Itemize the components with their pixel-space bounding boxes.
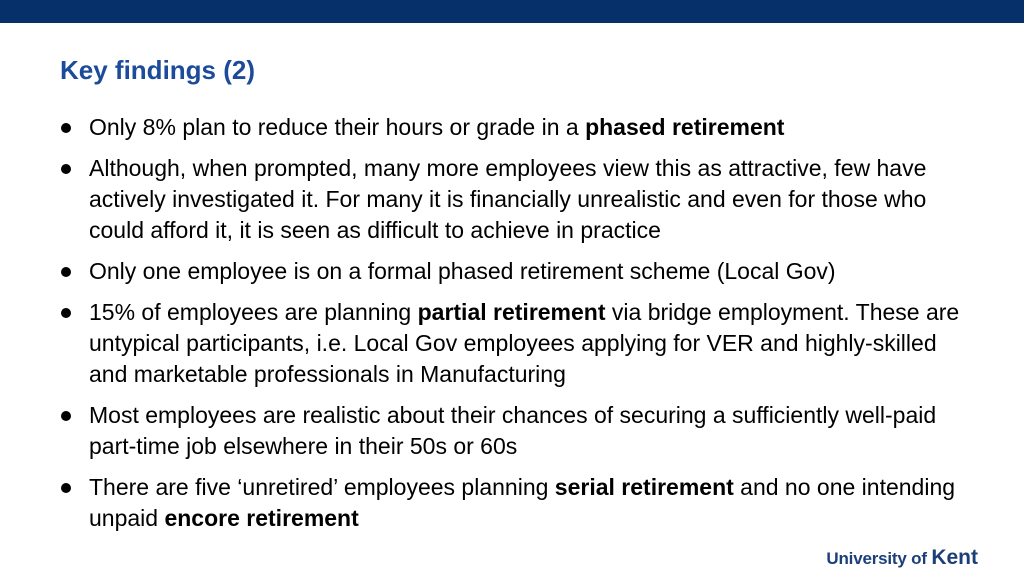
- top-banner: [0, 0, 1024, 23]
- slide-title: Key findings (2): [60, 55, 256, 85]
- bullet-emphasis: encore retirement: [164, 505, 359, 531]
- bullet-emphasis: serial retirement: [554, 474, 734, 500]
- bullet-text: Only one employee is on a formal phased retirement scheme (Local Gov): [89, 258, 836, 284]
- logo-prefix: University of: [826, 549, 932, 568]
- bullet-text: and no one intending unpaid: [89, 474, 956, 531]
- bullet-emphasis: partial retirement: [417, 299, 606, 325]
- bullet-text: via bridge employment. These are untypical participants, i.e. Local Gov employees applying for VER and highly-skilled and marketable professionals in Manufacturing: [89, 299, 960, 387]
- bullet-text: Although, when prompted, many more employees view this as attractive, few have actively investigated it. For many it is financially unrealistic and even for those who could afford it, it is seen as difficult to achieve in practice: [89, 155, 927, 243]
- bullet-dot-icon: [61, 164, 71, 174]
- bullet-dot-icon: [61, 123, 71, 133]
- bullet-item: [60, 400, 980, 462]
- bullet-text: Only 8% plan to reduce their hours or grade in a: [89, 114, 586, 140]
- bullet-list: [60, 112, 980, 544]
- bullet-dot-icon: [61, 267, 71, 277]
- university-logo: [826, 546, 978, 570]
- bullet-item: [60, 256, 980, 287]
- bullet-item: [60, 153, 980, 246]
- bullet-item: [60, 472, 980, 534]
- bullet-dot-icon: [61, 308, 71, 318]
- bullet-text: Most employees are realistic about their chances of securing a sufficiently well-paid part-time job elsewhere in their 50s or 60s: [89, 402, 937, 459]
- logo-name: Kent: [931, 546, 978, 569]
- bullet-text: There are five ‘unretired’ employees planning: [89, 474, 555, 500]
- bullet-emphasis: phased retirement: [585, 114, 785, 140]
- bullet-dot-icon: [61, 483, 71, 493]
- bullet-item: [60, 112, 980, 143]
- bullet-text: 15% of employees are planning: [89, 299, 418, 325]
- bullet-dot-icon: [61, 411, 71, 421]
- bullet-item: [60, 297, 980, 390]
